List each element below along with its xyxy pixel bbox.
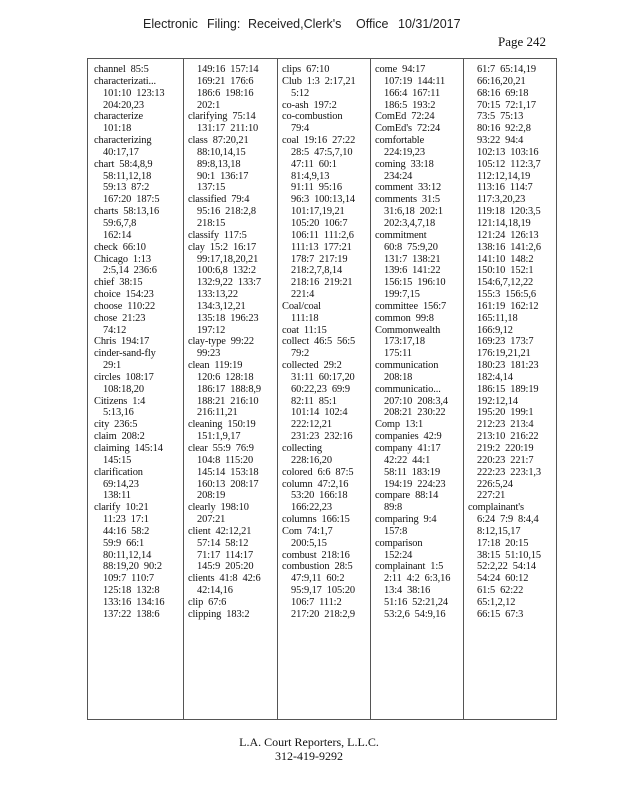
index-line-continuation: 224:19,23 [384, 146, 425, 158]
index-line-continuation: 42:14,16 [197, 585, 233, 597]
index-entry: Coal/coal [282, 300, 321, 312]
index-column-1 [94, 64, 182, 716]
index-entry: comparing 9:4 [375, 514, 437, 526]
index-entry: comfortable [375, 135, 425, 147]
index-entry: ComEd's 72:24 [375, 123, 441, 135]
index-entry: choice 154:23 [94, 289, 154, 301]
index-line-continuation: 212:23 213:4 [477, 419, 534, 431]
index-line-continuation: 220:23 221:7 [477, 454, 534, 466]
index-line-continuation: 89:8,13,18 [197, 158, 241, 170]
index-line-continuation: 47:11 60:1 [291, 158, 337, 170]
index-line-continuation: 79:4 [291, 123, 310, 135]
index-line-continuation: 61:5 62:22 [477, 585, 524, 597]
index-entry: city 236:5 [94, 419, 138, 431]
column-divider [277, 58, 278, 720]
index-line-continuation: 106:7 111:2 [291, 596, 342, 608]
index-line-continuation: 192:12,14 [477, 395, 518, 407]
index-line-continuation: 120:6 128:18 [197, 371, 254, 383]
index-line-continuation: 59:9 66:1 [103, 537, 145, 549]
index-entry: clips 67:10 [282, 64, 330, 75]
index-line-continuation: 89:8 [384, 502, 403, 514]
index-line-continuation: 68:16 69:18 [477, 87, 529, 99]
index-line-continuation: 137:22 138:6 [103, 608, 160, 620]
index-entry: columns 166:15 [282, 514, 350, 526]
index-entry: co-ash 197:2 [282, 99, 337, 111]
index-line-continuation: 2:5,14 236:6 [103, 265, 157, 277]
index-line-continuation: 150:10 152:1 [477, 265, 534, 277]
index-line-continuation: 52:2,22 54:14 [477, 561, 536, 573]
index-line-continuation: 149:16 157:14 [197, 64, 259, 75]
index-line-continuation: 141:10 148:2 [477, 253, 534, 265]
index-entry: classified 79:4 [188, 194, 250, 206]
index-line-continuation: 186:15 189:19 [477, 383, 539, 395]
index-line-continuation: 131:7 138:21 [384, 253, 441, 265]
index-entry: choose 110:22 [94, 300, 156, 312]
index-line-continuation: 38:15 51:10,15 [477, 549, 542, 561]
index-line-continuation: 138:11 [103, 490, 131, 502]
index-line-continuation: 156:15 196:10 [384, 277, 446, 289]
index-entry: characterizati... [94, 75, 157, 87]
index-line-continuation: 80:16 92:2,8 [477, 123, 531, 135]
index-line-continuation: 58:11,12,18 [103, 170, 152, 182]
index-line-continuation: 135:18 196:23 [197, 312, 259, 324]
index-entry: cinder-sand-fly [94, 348, 156, 360]
index-line-continuation: 151:1,9,17 [197, 431, 241, 443]
index-line-continuation: 217:20 218:2,9 [291, 608, 356, 620]
index-line-continuation: 58:11 183:19 [384, 466, 441, 478]
index-line-continuation: 125:18 132:8 [103, 585, 160, 597]
index-line-continuation: 132:9,22 133:7 [197, 277, 262, 289]
index-line-continuation: 111:18 [291, 312, 319, 324]
index-entry: coming 33:18 [375, 158, 434, 170]
index-line-continuation: 176:19,21,21 [477, 348, 531, 360]
index-entry: clay-type 99:22 [188, 336, 254, 348]
index-line-continuation: 101:14 102:4 [291, 407, 348, 419]
index-entry: Chicago 1:13 [94, 253, 151, 265]
index-entry: communicatio... [375, 383, 441, 395]
index-line-continuation: 227:21 [477, 490, 506, 502]
index-line-continuation: 112:12,14,19 [477, 170, 531, 182]
index-line-continuation: 95:9,17 105:20 [291, 585, 356, 597]
index-entry: column 47:2,16 [282, 478, 349, 490]
index-line-continuation: 166:4 167:11 [384, 87, 441, 99]
index-line-continuation: 40:17,17 [103, 146, 139, 158]
index-line-continuation: 186:17 188:8,9 [197, 383, 262, 395]
index-line-continuation: 119:18 120:3,5 [477, 206, 541, 218]
column-divider [463, 58, 464, 720]
index-line-continuation: 106:11 111:2,6 [291, 229, 354, 241]
index-line-continuation: 121:14,18,19 [477, 217, 531, 229]
index-line-continuation: 102:13 103:16 [477, 146, 539, 158]
index-entry: clarify 10:21 [94, 502, 149, 514]
index-line-continuation: 8:12,15,17 [477, 525, 521, 537]
index-line-continuation: 44:16 58:2 [103, 525, 150, 537]
index-line-continuation: 74:12 [103, 324, 127, 336]
index-line-continuation: 80:11,12,14 [103, 549, 152, 561]
index-line-continuation: 160:13 208:17 [197, 478, 259, 490]
index-entry: clay 15:2 16:17 [188, 241, 257, 253]
index-line-continuation: 73:5 75:13 [477, 111, 524, 123]
index-line-continuation: 216:11,21 [197, 407, 238, 419]
index-line-continuation: 208:19 [197, 490, 226, 502]
index-line-continuation: 152:24 [384, 549, 413, 561]
index-line-continuation: 157:8 [384, 525, 408, 537]
index-line-continuation: 218:16 219:21 [291, 277, 353, 289]
index-entry: combust 218:16 [282, 549, 350, 561]
reporter-phone: 312-419-9292 [275, 749, 343, 763]
column-divider [370, 58, 371, 720]
index-line-continuation: 60:22,23 69:9 [291, 383, 350, 395]
index-line-continuation: 88:10,14,15 [197, 146, 246, 158]
index-line-continuation: 180:23 181:23 [477, 360, 539, 372]
index-entry: co-combustion [282, 111, 343, 123]
index-line-continuation: 186:6 198:16 [197, 87, 254, 99]
index-entry: Chris 194:17 [94, 336, 150, 348]
index-line-continuation: 204:20,23 [103, 99, 144, 111]
index-line-continuation: 199:7,15 [384, 289, 420, 301]
index-line-continuation: 105:12 112:3,7 [477, 158, 541, 170]
index-entry: circles 108:17 [94, 371, 154, 383]
index-line-continuation: 202:3,4,7,18 [384, 217, 436, 229]
index-line-continuation: 59:13 87:2 [103, 182, 150, 194]
index-line-continuation: 108:18,20 [103, 383, 144, 395]
index-entry: chief 38:15 [94, 277, 143, 289]
index-line-continuation: 101:10 123:13 [103, 87, 165, 99]
index-line-continuation: 104:8 115:20 [197, 454, 254, 466]
index-entry: Commonwealth [375, 324, 441, 336]
index-line-continuation: 200:5,15 [291, 537, 327, 549]
index-line-continuation: 69:14,23 [103, 478, 139, 490]
index-entry: complainant's [468, 502, 524, 514]
index-entry: come 94:17 [375, 64, 426, 75]
index-line-continuation: 221:4 [291, 289, 315, 301]
index-line-continuation: 145:9 205:20 [197, 561, 254, 573]
header-received: Received,Clerk's [248, 17, 342, 31]
index-line-continuation: 213:10 216:22 [477, 431, 539, 443]
index-line-continuation: 133:13,22 [197, 289, 238, 301]
index-line-continuation: 202:1 [197, 99, 221, 111]
index-entry: clipping 183:2 [188, 608, 250, 620]
index-entry: coal 19:16 27:22 [282, 135, 356, 147]
index-line-continuation: 71:17 114:17 [197, 549, 254, 561]
index-entry: companies 42:9 [375, 431, 442, 443]
index-entry: characterize [94, 111, 143, 123]
header-date: 10/31/2017 [398, 17, 461, 31]
index-line-continuation: 105:20 106:7 [291, 217, 348, 229]
index-line-continuation: 186:5 193:2 [384, 99, 436, 111]
index-line-continuation: 166:22,23 [291, 502, 332, 514]
index-entry: colored 6:6 87:5 [282, 466, 354, 478]
index-line-continuation: 107:19 144:11 [384, 75, 446, 87]
index-line-continuation: 166:9,12 [477, 324, 513, 336]
header-filing: Filing: [207, 17, 241, 31]
index-entry: clarification [94, 466, 143, 478]
index-entry: claim 208:2 [94, 431, 145, 443]
index-line-continuation: 218:2,7,8,14 [291, 265, 343, 277]
index-line-continuation: 139:6 141:22 [384, 265, 441, 277]
index-entry: characterizing [94, 135, 152, 147]
index-line-continuation: 145:14 153:18 [197, 466, 259, 478]
index-line-continuation: 29:1 [103, 360, 122, 372]
index-line-continuation: 53:2,6 54:9,16 [384, 608, 446, 620]
index-line-continuation: 207:21 [197, 514, 226, 526]
index-line-continuation: 51:16 52:21,24 [384, 596, 449, 608]
page-number: Page 242 [498, 34, 547, 49]
index-line-continuation: 134:3,12,21 [197, 300, 246, 312]
index-entry: comments 31:5 [375, 194, 440, 206]
index-line-continuation: 99:23 [197, 348, 221, 360]
index-entry: committee 156:7 [375, 300, 447, 312]
index-line-continuation: 109:7 110:7 [103, 573, 154, 585]
index-line-continuation: 93:22 94:4 [477, 135, 524, 147]
index-line-continuation: 175:11 [384, 348, 412, 360]
index-entry: claiming 145:14 [94, 443, 163, 454]
index-line-continuation: 96:3 100:13,14 [291, 194, 356, 206]
index-entry: Com 74:1,7 [282, 525, 333, 537]
index-line-continuation: 95:16 218:2,8 [197, 206, 256, 218]
index-line-continuation: 54:24 60:12 [477, 573, 529, 585]
index-entry: cleaning 150:19 [188, 419, 256, 431]
index-line-continuation: 57:14 58:12 [197, 537, 249, 549]
index-line-continuation: 162:14 [103, 229, 132, 241]
index-line-continuation: 61:7 65:14,19 [477, 64, 536, 75]
index-entry: clip 67:6 [188, 596, 227, 608]
index-column-3 [282, 64, 369, 716]
index-entry: comment 33:12 [375, 182, 442, 194]
index-line-continuation: 79:2 [291, 348, 310, 360]
index-line-continuation: 11:23 17:1 [103, 514, 149, 526]
index-line-continuation: 111:13 177:21 [291, 241, 352, 253]
index-line-continuation: 88:19,20 90:2 [103, 561, 162, 573]
index-line-continuation: 228:16,20 [291, 454, 332, 466]
index-entry: combustion 28:5 [282, 561, 353, 573]
index-entry: Citizens 1:4 [94, 395, 146, 407]
index-line-continuation: 59:6,7,8 [103, 217, 137, 229]
index-entry: client 42:12,21 [188, 525, 252, 537]
index-entry: channel 85:5 [94, 64, 149, 75]
index-entry: Comp 13:1 [375, 419, 424, 431]
index-entry: commitment [375, 229, 427, 241]
index-line-continuation: 65:1,2,12 [477, 596, 516, 608]
index-entry: comparison [375, 537, 423, 549]
index-line-continuation: 222:23 223:1,3 [477, 466, 542, 478]
index-line-continuation: 81:4,9,13 [291, 170, 330, 182]
column-divider [183, 58, 184, 720]
index-line-continuation: 182:4,14 [477, 371, 513, 383]
index-entry: collected 29:2 [282, 360, 342, 372]
index-line-continuation: 208:21 230:22 [384, 407, 446, 419]
index-entry: class 87:20,21 [188, 135, 249, 147]
index-entry: classify 117:5 [188, 229, 247, 241]
index-entry: compare 88:14 [375, 490, 439, 502]
index-line-continuation: 53:20 166:18 [291, 490, 348, 502]
index-entry: clients 41:8 42:6 [188, 573, 261, 585]
index-line-continuation: 226:5,24 [477, 478, 513, 490]
index-line-continuation: 82:11 85:1 [291, 395, 337, 407]
index-entry: clear 55:9 76:9 [188, 443, 254, 454]
index-line-continuation: 167:20 187:5 [103, 194, 160, 206]
index-line-continuation: 173:17,18 [384, 336, 425, 348]
index-line-continuation: 2:11 4:2 6:3,16 [384, 573, 451, 585]
index-entry: clean 119:19 [188, 360, 243, 372]
index-line-continuation: 47:9,11 60:2 [291, 573, 345, 585]
index-line-continuation: 231:23 232:16 [291, 431, 353, 443]
index-line-continuation: 117:3,20,23 [477, 194, 526, 206]
index-line-continuation: 155:3 156:5,6 [477, 289, 536, 301]
index-line-continuation: 178:7 217:19 [291, 253, 348, 265]
index-line-continuation: 66:16,20,21 [477, 75, 526, 87]
index-line-continuation: 28:5 47:5,7,10 [291, 146, 353, 158]
index-line-continuation: 145:15 [103, 454, 132, 466]
index-line-continuation: 133:16 134:16 [103, 596, 165, 608]
header-office: Office [356, 17, 389, 31]
index-line-continuation: 165:11,18 [477, 312, 518, 324]
index-line-continuation: 219:2 220:19 [477, 443, 534, 454]
index-line-continuation: 113:16 114:7 [477, 182, 533, 194]
index-entry: communication [375, 360, 439, 372]
index-line-continuation: 101:18 [103, 123, 132, 135]
index-line-continuation: 101:17,19,21 [291, 206, 345, 218]
index-entry: charts 58:13,16 [94, 206, 160, 218]
index-line-continuation: 31:11 60:17,20 [291, 371, 355, 383]
index-line-continuation: 90:1 136:17 [197, 170, 249, 182]
index-entry: common 99:8 [375, 312, 434, 324]
index-entry: complainant 1:5 [375, 561, 444, 573]
index-entry: company 41:17 [375, 443, 441, 454]
index-column-2 [188, 64, 276, 716]
index-line-continuation: 137:15 [197, 182, 226, 194]
index-line-continuation: 66:15 67:3 [477, 608, 524, 620]
index-entry: check 66:10 [94, 241, 146, 253]
index-entry: Club 1:3 2:17,21 [282, 75, 356, 87]
index-line-continuation: 208:18 [384, 371, 413, 383]
index-line-continuation: 60:8 75:9,20 [384, 241, 438, 253]
index-column-5 [468, 64, 556, 716]
index-line-continuation: 70:15 72:1,17 [477, 99, 536, 111]
index-line-continuation: 42:22 44:1 [384, 454, 431, 466]
index-line-continuation: 154:6,7,12,22 [477, 277, 534, 289]
index-line-continuation: 169:23 173:7 [477, 336, 534, 348]
index-line-continuation: 100:6,8 132:2 [197, 265, 256, 277]
index-line-continuation: 138:16 141:2,6 [477, 241, 542, 253]
index-entry: chose 21:23 [94, 312, 146, 324]
index-entry: clearly 198:10 [188, 502, 249, 514]
index-line-continuation: 121:24 126:13 [477, 229, 539, 241]
index-entry: collect 46:5 56:5 [282, 336, 356, 348]
index-entry: clarifying 75:14 [188, 111, 256, 123]
index-column-4 [375, 64, 462, 716]
index-line-continuation: 6:24 7:9 8:4,4 [477, 514, 539, 526]
index-entry: coat 11:15 [282, 324, 327, 336]
index-line-continuation: 197:12 [197, 324, 226, 336]
index-line-continuation: 222:12,21 [291, 419, 332, 431]
index-line-continuation: 5:13,16 [103, 407, 134, 419]
index-line-continuation: 194:19 224:23 [384, 478, 446, 490]
header-electronic: Electronic [143, 17, 198, 31]
index-line-continuation: 131:17 211:10 [197, 123, 259, 135]
index-line-continuation: 234:24 [384, 170, 413, 182]
index-line-continuation: 207:10 208:3,4 [384, 395, 449, 407]
index-line-continuation: 31:6,18 202:1 [384, 206, 443, 218]
index-entry: chart 58:4,8,9 [94, 158, 153, 170]
index-line-continuation: 188:21 216:10 [197, 395, 259, 407]
index-line-continuation: 161:19 162:12 [477, 300, 539, 312]
index-line-continuation: 17:18 20:15 [477, 537, 529, 549]
index-line-continuation: 218:15 [197, 217, 226, 229]
index-line-continuation: 91:11 95:16 [291, 182, 342, 194]
index-line-continuation: 99:17,18,20,21 [197, 253, 259, 265]
index-line-continuation: 5:12 [291, 87, 310, 99]
reporter-name: L.A. Court Reporters, L.L.C. [239, 735, 379, 749]
index-line-continuation: 195:20 199:1 [477, 407, 534, 419]
index-entry: collecting [282, 443, 322, 454]
index-entry: ComEd 72:24 [375, 111, 435, 123]
index-line-continuation: 169:21 176:6 [197, 75, 254, 87]
index-line-continuation: 13:4 38:16 [384, 585, 431, 597]
